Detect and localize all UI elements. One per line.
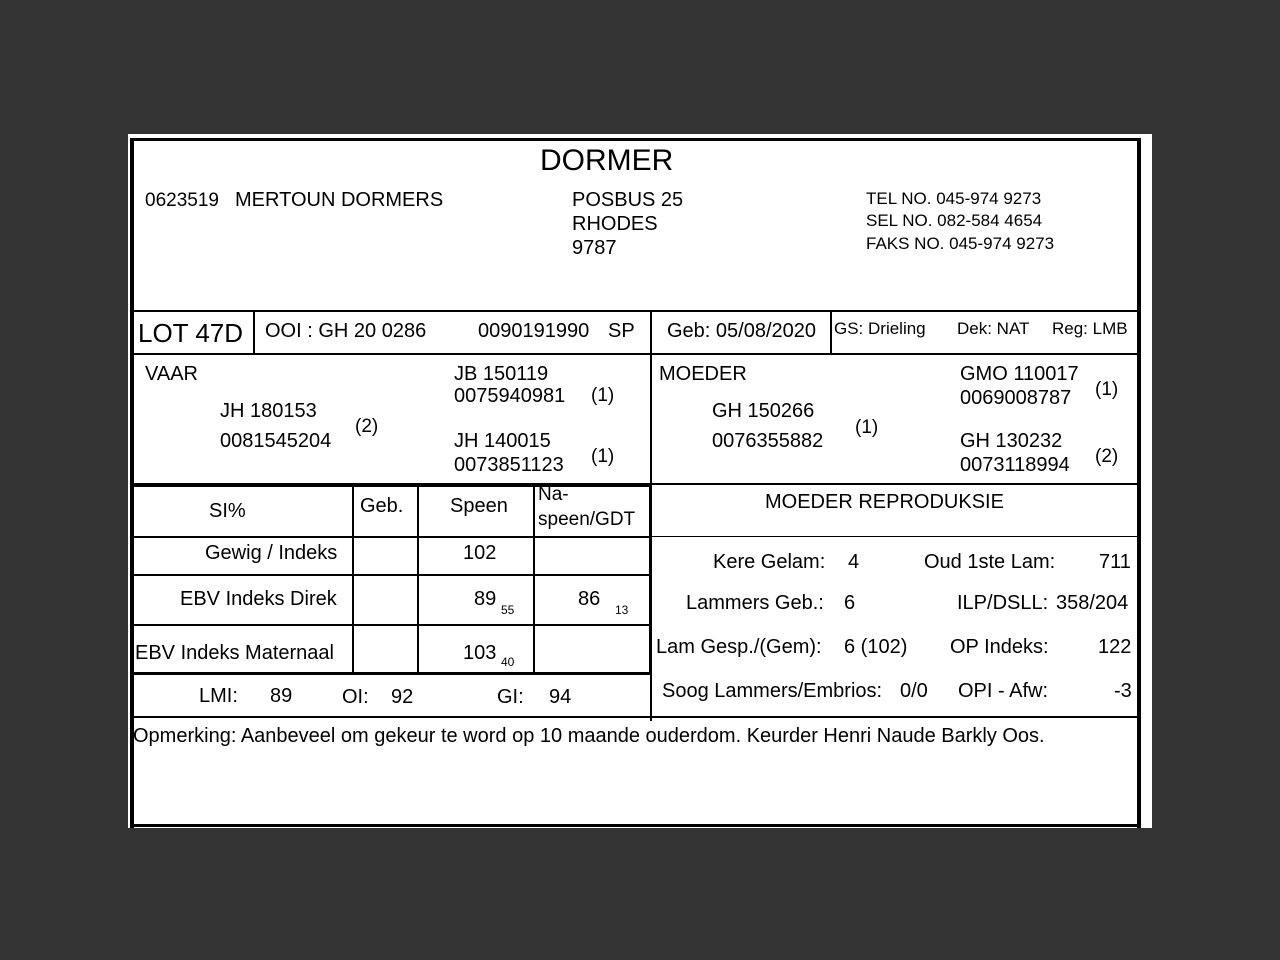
sire-sire-number: 0075940981 [454, 385, 566, 407]
registration: Reg: LMB [1052, 319, 1128, 338]
breeder-name: MERTOUN DORMERS [235, 189, 444, 211]
naspeen-header: Na- [538, 484, 569, 505]
sire-sire-id: JB 150119 [454, 363, 549, 385]
divider [132, 672, 652, 675]
divider [132, 574, 652, 576]
lammers-label: Lammers Geb.: [686, 592, 824, 614]
lot-number: LOT 47D [138, 318, 244, 348]
lammers-value: 6 [844, 592, 856, 614]
divider [132, 484, 652, 487]
dam-label: MOEDER [659, 363, 747, 385]
row-label: EBV Indeks Maternaal [135, 642, 334, 664]
divider [132, 310, 1140, 312]
mating-type: Dek: NAT [957, 319, 1030, 338]
dam-sire-number: 0069008787 [960, 387, 1072, 409]
sire-dam-id: JH 140015 [454, 430, 551, 452]
speen-accuracy: 55 [501, 603, 515, 617]
repro-title: MOEDER REPRODUKSIE [765, 491, 1004, 513]
birth-status: GS: Drieling [834, 319, 926, 338]
dam-sire-id: GMO 110017 [960, 363, 1079, 385]
divider [649, 484, 652, 674]
divider [417, 486, 419, 674]
lmi-label: LMI: [199, 685, 238, 707]
dam-mark: (1) [855, 417, 879, 438]
lmi-value: 89 [270, 685, 293, 707]
naspeen-header: speen/GDT [538, 509, 636, 530]
divider [830, 311, 832, 354]
contact-line: TEL NO. 045-974 9273 [866, 189, 1042, 208]
geb-header: Geb. [360, 495, 404, 517]
sire-sire-mark: (1) [591, 385, 615, 406]
op-value: 122 [1098, 636, 1132, 658]
gesp-value: 6 (102) [844, 636, 908, 658]
sire-mark: (2) [355, 416, 379, 437]
dam-sire-mark: (1) [1095, 379, 1119, 400]
border-bottom [130, 824, 1141, 827]
oud-label: Oud 1ste Lam: [924, 551, 1056, 573]
sire-dam-number: 0073851123 [454, 454, 564, 476]
divider [651, 536, 1140, 537]
gi-value: 94 [549, 686, 572, 708]
contact-line: FAKS NO. 045-974 9273 [866, 234, 1055, 253]
speen-accuracy: 40 [501, 655, 515, 669]
ilp-value: 358/204 [1056, 592, 1129, 614]
kere-label: Kere Gelam: [713, 551, 826, 573]
divider [132, 536, 652, 538]
reg-number: 0090191990 [478, 320, 590, 342]
speen-value: 102 [463, 542, 497, 564]
ooi-id: OOI : GH 20 0286 [265, 320, 427, 342]
grade: SP [608, 320, 635, 342]
contact-line: SEL NO. 082-584 4654 [866, 211, 1043, 230]
row-label: Gewig / Indeks [205, 542, 338, 564]
divider [253, 311, 255, 354]
dam-dam-number: 0073118994 [960, 454, 1070, 476]
dam-number: 0076355882 [712, 430, 824, 452]
dam-id: GH 150266 [712, 400, 815, 422]
dam-dam-id: GH 130232 [960, 430, 1063, 452]
opi-value: -3 [1114, 680, 1132, 702]
border-top [130, 138, 1141, 141]
oud-value: 711 [1099, 551, 1131, 573]
ilp-label: ILP/DSLL: [957, 592, 1049, 614]
sire-number: 0081545204 [220, 430, 332, 452]
address-line: RHODES [572, 213, 658, 235]
divider [132, 716, 1140, 718]
dam-dam-mark: (2) [1095, 446, 1119, 467]
soog-label: Soog Lammers/Embrios: [662, 680, 883, 702]
birth-date: Geb: 05/08/2020 [667, 320, 817, 342]
sire-dam-mark: (1) [591, 446, 615, 467]
si-header: SI% [209, 500, 246, 522]
breeder-number: 0623519 [145, 190, 219, 211]
speen-value: 89 [474, 588, 497, 610]
divider [352, 486, 354, 674]
kere-value: 4 [848, 551, 860, 573]
address-line: POSBUS 25 [572, 189, 684, 211]
oi-label: OI: [342, 686, 369, 708]
sire-id: JH 180153 [220, 400, 317, 422]
row-label: EBV Indeks Direk [180, 588, 337, 610]
op-label: OP Indeks: [950, 636, 1049, 658]
remark: Opmerking: Aanbeveel om gekeur te word op 10 maande ouderdom. Keurder Henri Naude Barkly Oos. [133, 725, 1045, 747]
page-title: DORMER [540, 144, 674, 177]
naspeen-value: 86 [578, 588, 601, 610]
divider [132, 624, 652, 626]
sire-label: VAAR [145, 363, 198, 385]
address-line: 9787 [572, 237, 617, 259]
opi-label: OPI - Afw: [958, 680, 1049, 702]
oi-value: 92 [391, 686, 414, 708]
speen-header: Speen [450, 495, 508, 517]
naspeen-accuracy: 13 [615, 603, 629, 617]
divider [533, 486, 535, 674]
soog-value: 0/0 [900, 680, 928, 702]
divider [132, 353, 1140, 355]
lot-card [128, 134, 1152, 828]
gesp-label: Lam Gesp./(Gem): [656, 636, 822, 658]
speen-value: 103 [463, 642, 497, 664]
gi-label: GI: [497, 686, 524, 708]
